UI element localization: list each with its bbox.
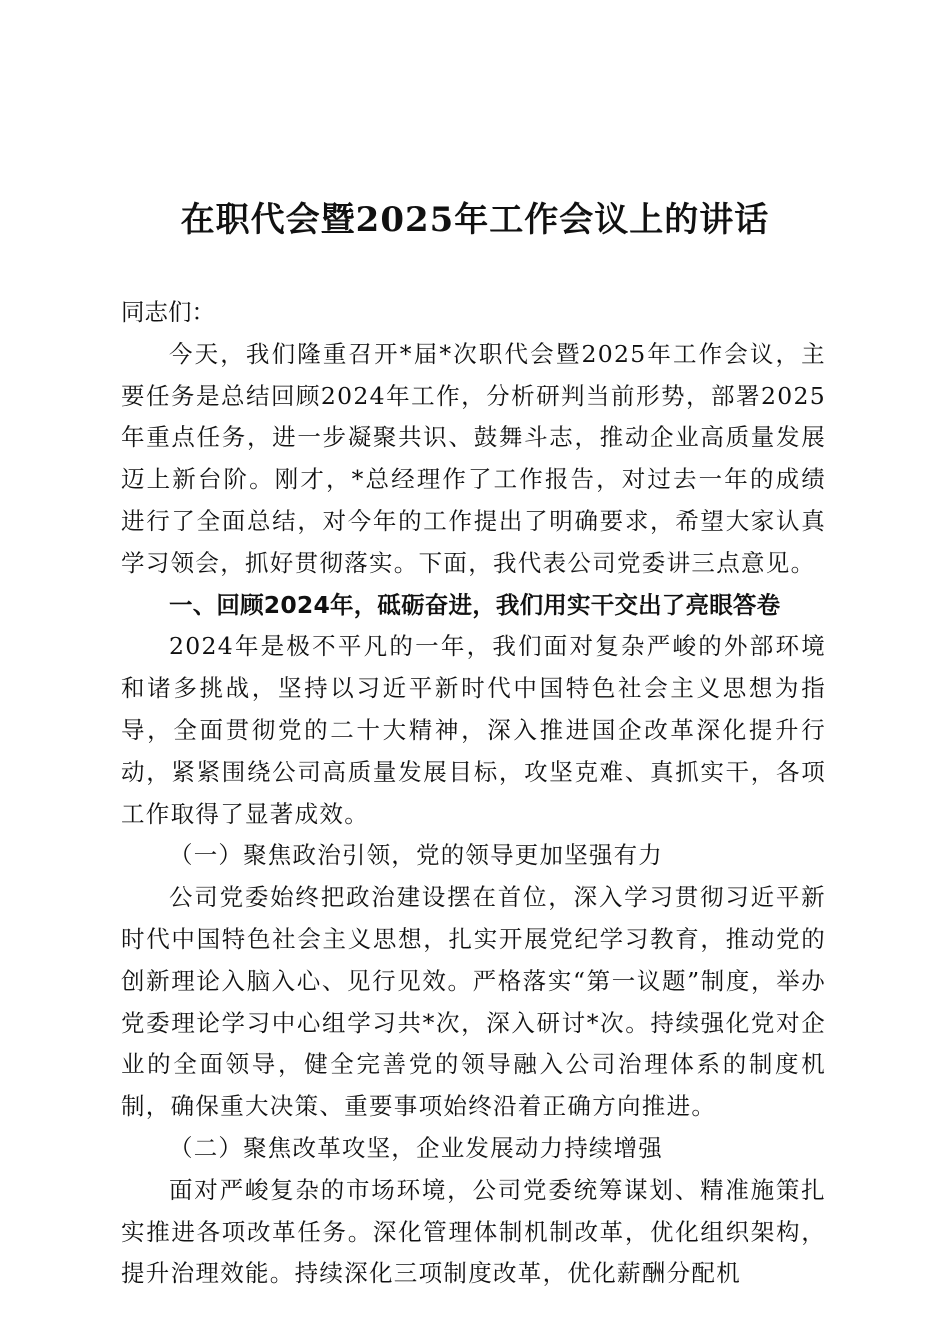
greeting: 同志们：	[121, 298, 215, 326]
document-title: 在职代会暨2025年工作会议上的讲话	[180, 200, 770, 240]
section-1-heading: 一、回顾2024年，砥砺奋进，我们用实干交出了亮眼答卷	[169, 590, 781, 619]
subsection-2-heading: （二）聚焦改革攻坚，企业发展动力持续增强	[169, 1133, 663, 1162]
subsection-1-heading: （一）聚焦政治引领，党的领导更加坚强有力	[169, 841, 663, 870]
subsection-1-paragraph: 公司党委始终把政治建设摆在首位，深入学习贯彻习近平新时代中国特色社会主义思想，扎实开展党纪学习教育，推动党的创新理论入脑入心、见行见效。严格落实“第一议题”制度，举办党委理论学习中心组学习共*次，深入研讨*次。持续强化党对企业的全面领导，健全完善党的领导融入公司治理体系的制度机制，确保重大决策、重要事项始终沿着正确方向推进。	[121, 883, 826, 1121]
section-1-paragraph: 2024年是极不平凡的一年，我们面对复杂严峻的外部环境和诸多挑战，坚持以习近平新时代中国特色社会主义思想为指导，全面贯彻党的二十大精神，深入推进国企改革深化提升行动，紧紧围绕公司高质量发展目标，攻坚克难、真抓实干，各项工作取得了显著成效。	[121, 632, 826, 828]
subsection-2-paragraph: 面对严峻复杂的市场环境，公司党委统筹谋划、精准施策扎实推进各项改革任务。深化管理体制机制改革，优化组织架构，提升治理效能。持续深化三项制度改革，优化薪酬分配机	[121, 1175, 826, 1288]
intro-paragraph: 今天，我们隆重召开*届*次职代会暨2025年工作会议，主要任务是总结回顾2024年工作，分析研判当前形势，部署2025年重点任务，进一步凝聚共识、鼓舞斗志，推动企业高质量发展迈上新台阶。刚才，*总经理作了工作报告，对过去一年的成绩进行了全面总结，对今年的工作提出了明确要求，希望大家认真学习领会，抓好贯彻落实。下面，我代表公司党委讲三点意见。	[121, 339, 826, 577]
document-body	[121, 292, 826, 1295]
